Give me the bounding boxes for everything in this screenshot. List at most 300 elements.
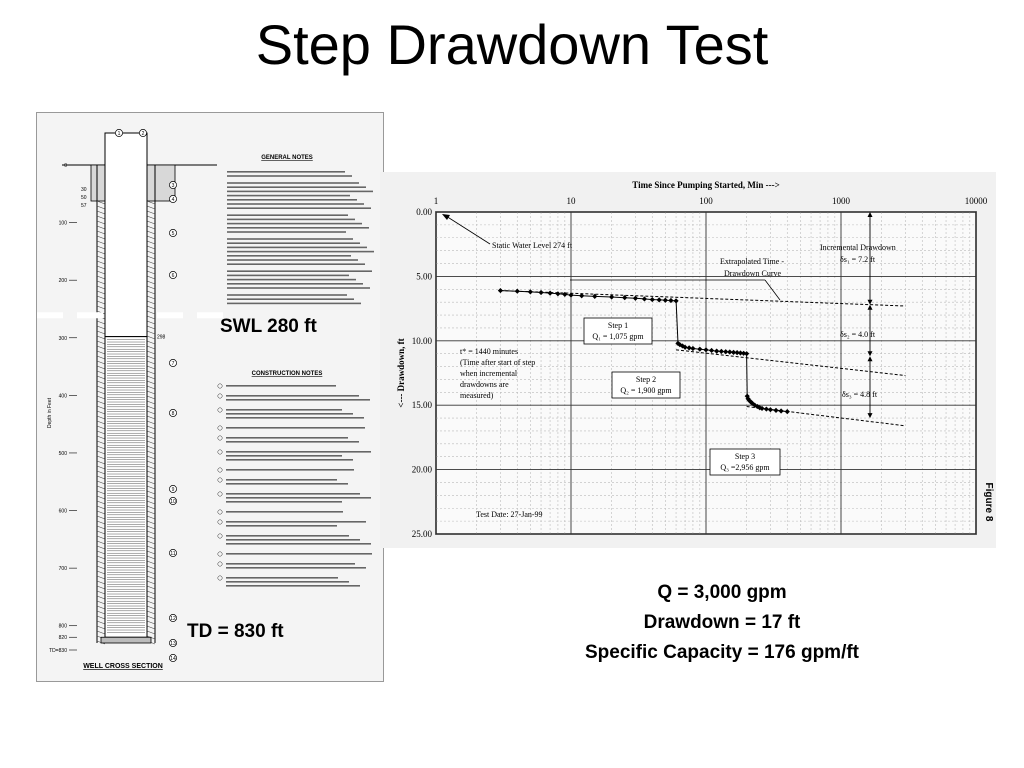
result-flow: Q = 3,000 gpm (657, 582, 787, 603)
gravel-hatch (147, 326, 155, 329)
step3-title: Step 3 (734, 452, 756, 461)
gravel-hatch (97, 356, 105, 359)
gravel-hatch (97, 331, 105, 334)
construction-note-bullet (218, 384, 222, 388)
fine-print-line (227, 259, 358, 261)
fine-print-line (227, 238, 353, 240)
gravel-hatch (97, 626, 105, 629)
gravel-hatch (97, 561, 105, 564)
gravel-hatch (147, 306, 155, 309)
gravel-hatch (147, 531, 155, 534)
gravel-hatch (97, 401, 105, 404)
gravel-hatch (97, 486, 105, 489)
gravel-hatch (97, 461, 105, 464)
fine-print-line (226, 427, 365, 429)
fine-print-line (226, 511, 343, 513)
gravel-hatch (97, 231, 105, 234)
step1-flow: Q₁ = 1,075 gpm (592, 332, 644, 341)
gravel-hatch (147, 271, 155, 274)
construction-note-bullet (218, 576, 222, 580)
callout-number: 6 (171, 272, 175, 279)
well-section-title: WELL CROSS SECTION (83, 663, 163, 670)
gravel-hatch (97, 521, 105, 524)
depth-tick-label: 500 (58, 450, 67, 457)
callout-number: 8 (171, 410, 175, 417)
gravel-hatch (147, 276, 155, 279)
gravel-hatch (147, 486, 155, 489)
gravel-hatch (97, 611, 105, 614)
fine-print-line (227, 231, 346, 233)
gravel-hatch (97, 631, 105, 634)
depth-tick-label: 820 (58, 635, 67, 642)
callout-11 (169, 549, 176, 556)
gravel-hatch (97, 241, 105, 244)
gravel-hatch (97, 206, 105, 209)
gravel-hatch (97, 571, 105, 574)
gravel-hatch (97, 201, 105, 204)
fine-print-line (227, 242, 360, 244)
fine-print-line (227, 227, 369, 229)
step3-flow: Q₃ =2,956 gpm (720, 463, 770, 472)
gravel-hatch (147, 246, 155, 249)
fine-print-line (227, 199, 357, 201)
gravel-hatch (97, 386, 105, 389)
x-tick-label: 10 (566, 196, 576, 206)
gravel-hatch (147, 586, 155, 589)
gravel-hatch (97, 276, 105, 279)
annotation-extrapolated-1: Extrapolated Time - (720, 257, 784, 266)
fine-print-line (226, 563, 355, 565)
callout-8 (169, 409, 176, 416)
construction-note-bullet (218, 478, 222, 482)
step-drawdown-chart (380, 172, 996, 548)
fine-print-line (226, 409, 342, 411)
fine-print-line (227, 207, 371, 209)
well-cross-section-figure (36, 112, 384, 682)
slide-title: Step Drawdown Test (255, 13, 769, 76)
gravel-hatch (147, 571, 155, 574)
notes-fine-print (218, 171, 374, 587)
depth-tick-label: TD=830 (49, 648, 67, 654)
gravel-hatch (97, 616, 105, 619)
step1-title: Step 1 (607, 321, 629, 330)
gravel-hatch (97, 266, 105, 269)
gravel-hatch (147, 446, 155, 449)
callout-2 (139, 129, 146, 136)
fine-print-line (226, 469, 354, 471)
gravel-hatch (97, 576, 105, 579)
conductor-depth-mark: 57 (81, 203, 87, 209)
gravel-hatch (97, 586, 105, 589)
callout-number: 4 (171, 196, 175, 203)
gravel-hatch (147, 416, 155, 419)
gravel-hatch (147, 606, 155, 609)
fine-print-line (227, 279, 356, 281)
gravel-hatch (97, 431, 105, 434)
gravel-hatch (97, 381, 105, 384)
callout-1 (115, 129, 122, 136)
annotation-t-note: t* = 1440 minutes (460, 347, 519, 356)
fine-print-line (226, 539, 360, 541)
gravel-hatch (147, 411, 155, 414)
gravel-hatch (97, 601, 105, 604)
gravel-hatch (147, 466, 155, 469)
gravel-hatch (97, 566, 105, 569)
construction-notes-title: CONSTRUCTION NOTES (251, 371, 323, 377)
gravel-hatch (97, 321, 105, 324)
well-cross-section-drawing (37, 113, 383, 681)
gravel-hatch (97, 271, 105, 274)
gravel-hatch (147, 241, 155, 244)
fine-print-line (227, 275, 349, 277)
gravel-hatch (97, 436, 105, 439)
screen-top-mark: 298 (157, 334, 166, 341)
result-specific-capacity: Specific Capacity = 176 gpm/ft (584, 642, 859, 663)
gravel-hatch (97, 556, 105, 559)
gravel-hatch (147, 541, 155, 544)
gravel-hatch (147, 551, 155, 554)
fine-print-line (226, 581, 349, 583)
fine-print-line (227, 195, 350, 197)
fine-print-line (226, 395, 359, 397)
annotation-incremental-title: Incremental Drawdown (820, 243, 896, 252)
depth-axis-label: Depth in Feet (47, 397, 53, 429)
callout-number: 3 (171, 182, 175, 189)
gravel-hatch (97, 246, 105, 249)
gravel-hatch (147, 526, 155, 529)
gravel-hatch (147, 591, 155, 594)
step2-flow: Q₂ = 1,900 gpm (620, 386, 672, 395)
gravel-hatch (147, 256, 155, 259)
gravel-hatch (147, 331, 155, 334)
depth-tick-label: 800 (58, 623, 67, 630)
callout-number: 13 (170, 640, 176, 647)
gravel-hatch (97, 526, 105, 529)
callout-4 (169, 195, 176, 202)
fine-print-line (226, 543, 371, 545)
gravel-hatch (147, 201, 155, 204)
chart-svg (380, 172, 996, 548)
fine-print-line (226, 399, 370, 401)
step2-title: Step 2 (635, 375, 657, 384)
gravel-hatch (147, 226, 155, 229)
depth-tick-label: 100 (58, 220, 67, 227)
gravel-hatch (97, 411, 105, 414)
y-axis-title: <--- Drawdown, ft (396, 338, 406, 408)
gravel-hatch (97, 481, 105, 484)
fine-print-line (226, 521, 366, 523)
gravel-hatch (147, 336, 155, 339)
gravel-hatch (147, 346, 155, 349)
gravel-hatch (147, 511, 155, 514)
gravel-hatch (147, 261, 155, 264)
construction-note-bullet (218, 492, 222, 496)
gravel-hatch (97, 256, 105, 259)
conductor-depth-mark: 50 (81, 195, 87, 201)
gravel-hatch (147, 436, 155, 439)
gravel-hatch (147, 396, 155, 399)
y-tick-label: 15.00 (411, 400, 432, 411)
gravel-hatch (97, 361, 105, 364)
gravel-hatch (97, 591, 105, 594)
gravel-hatch (97, 376, 105, 379)
gravel-hatch (97, 366, 105, 369)
gravel-hatch (97, 531, 105, 534)
gravel-hatch (97, 351, 105, 354)
gravel-hatch (147, 501, 155, 504)
gravel-hatch (97, 211, 105, 214)
gravel-hatch (147, 431, 155, 434)
gravel-hatch (97, 596, 105, 599)
gravel-hatch (147, 476, 155, 479)
result-drawdown: Drawdown = 17 ft (643, 612, 801, 633)
gravel-hatch (147, 356, 155, 359)
gravel-hatch (147, 456, 155, 459)
construction-note-bullet (218, 426, 222, 430)
gravel-hatch (147, 401, 155, 404)
fine-print-line (227, 171, 345, 173)
callout-number: 1 (117, 130, 121, 137)
gravel-hatch (97, 471, 105, 474)
callout-6 (169, 271, 176, 278)
callout-9 (169, 485, 176, 492)
well-bottom-plug (101, 637, 151, 643)
fine-print-line (227, 247, 367, 249)
construction-note-bullet (218, 520, 222, 524)
fine-print-line (227, 186, 366, 188)
gravel-hatch (147, 211, 155, 214)
fine-print-line (227, 303, 361, 305)
conductor-depth-mark: 30 (81, 187, 87, 193)
gravel-hatch (147, 556, 155, 559)
gravel-hatch (147, 616, 155, 619)
gravel-hatch (97, 326, 105, 329)
fine-print-line (226, 483, 348, 485)
gravel-hatch (97, 216, 105, 219)
y-tick-label: 5.00 (416, 271, 432, 282)
gravel-hatch (97, 441, 105, 444)
gravel-hatch (97, 421, 105, 424)
x-tick-label: 1 (433, 196, 439, 206)
gravel-hatch (147, 506, 155, 509)
callout-7 (169, 359, 176, 366)
gravel-hatch (147, 516, 155, 519)
fine-print-line (226, 493, 360, 495)
fine-print-line (226, 413, 353, 415)
results-summary (540, 578, 904, 668)
gravel-hatch (97, 426, 105, 429)
gravel-hatch (97, 476, 105, 479)
gravel-hatch (97, 301, 105, 304)
fine-print-line (227, 287, 370, 289)
gravel-hatch (147, 361, 155, 364)
gravel-hatch (97, 236, 105, 239)
gravel-hatch (97, 341, 105, 344)
gravel-hatch (147, 596, 155, 599)
callout-number: 5 (171, 230, 175, 237)
gravel-hatch (147, 631, 155, 634)
gravel-hatch (147, 441, 155, 444)
gravel-hatch (97, 346, 105, 349)
gravel-hatch (147, 481, 155, 484)
gravel-hatch (147, 206, 155, 209)
construction-note-bullet (218, 510, 222, 514)
gravel-hatch (147, 301, 155, 304)
fine-print-line (227, 251, 374, 253)
gravel-hatch (97, 506, 105, 509)
y-tick-label: 20.00 (411, 464, 432, 475)
depth-tick-label: 700 (58, 566, 67, 573)
gravel-hatch (147, 286, 155, 289)
general-notes-title: GENERAL NOTES (261, 155, 313, 161)
gravel-hatch (147, 566, 155, 569)
fine-print-line (226, 535, 349, 537)
fine-print-line (226, 451, 371, 453)
fine-print-line (227, 214, 348, 216)
depth-tick-label: 300 (58, 335, 67, 342)
fine-print-line (226, 459, 353, 461)
fine-print-line (226, 585, 360, 587)
gravel-hatch (97, 551, 105, 554)
callout-13 (169, 639, 176, 646)
annotation-t-note: when incremental (460, 369, 518, 378)
callout-number: 12 (170, 615, 176, 622)
gravel-hatch (147, 581, 155, 584)
annotation-t-note: drawdowns are (460, 380, 509, 389)
callout-number: 10 (170, 498, 176, 505)
gravel-hatch (97, 251, 105, 254)
gravel-hatch (97, 296, 105, 299)
gravel-hatch (147, 296, 155, 299)
gravel-hatch (147, 611, 155, 614)
gravel-hatch (147, 351, 155, 354)
gravel-hatch (147, 496, 155, 499)
annotation-extrapolated-2: Drawdown Curve (724, 269, 782, 278)
depth-tick-label: 200 (58, 278, 67, 285)
gravel-hatch (147, 316, 155, 319)
construction-note-bullet (218, 562, 222, 566)
gravel-hatch (97, 226, 105, 229)
gravel-hatch (147, 266, 155, 269)
x-tick-label: 10000 (964, 196, 988, 206)
gravel-hatch (147, 461, 155, 464)
blank-casing (105, 130, 147, 337)
gravel-hatch (147, 381, 155, 384)
callout-5 (169, 229, 176, 236)
construction-note-bullet (218, 450, 222, 454)
depth-tick-label: 400 (58, 393, 67, 400)
fine-print-line (226, 553, 372, 555)
gravel-hatch (97, 396, 105, 399)
gravel-hatch (97, 221, 105, 224)
gravel-hatch (97, 406, 105, 409)
gravel-hatch (97, 336, 105, 339)
fine-print-line (226, 417, 364, 419)
gravel-hatch (97, 536, 105, 539)
gravel-hatch (97, 281, 105, 284)
gravel-hatch (147, 626, 155, 629)
gravel-hatch (147, 216, 155, 219)
gravel-hatch (147, 236, 155, 239)
fine-print-line (227, 298, 354, 300)
fine-print-line (227, 255, 351, 257)
gravel-hatch (97, 581, 105, 584)
depth-tick-label: 0 (64, 163, 67, 169)
gravel-hatch (97, 286, 105, 289)
annotation-delta-2: δs₂ = 4.0 ft (840, 330, 876, 339)
callout-12 (169, 614, 176, 621)
gravel-hatch (147, 371, 155, 374)
gravel-hatch (97, 606, 105, 609)
gravel-hatch (147, 421, 155, 424)
gravel-hatch (97, 546, 105, 549)
fine-print-line (227, 219, 355, 221)
gravel-hatch (147, 521, 155, 524)
gravel-hatch (97, 416, 105, 419)
gravel-hatch (147, 451, 155, 454)
annotation-t-note: (Time after start of step (460, 358, 536, 367)
depth-tick-label: 600 (58, 508, 67, 515)
callout-number: 2 (141, 130, 145, 137)
gravel-hatch (147, 251, 155, 254)
x-axis-title: Time Since Pumping Started, Min ---> (632, 180, 780, 190)
gravel-hatch (147, 321, 155, 324)
construction-note-bullet (218, 552, 222, 556)
fine-print-line (227, 283, 363, 285)
fine-print-line (226, 567, 366, 569)
fine-print-line (227, 270, 372, 272)
gravel-hatch (97, 456, 105, 459)
callout-number: 7 (171, 360, 175, 367)
gravel-hatch (97, 496, 105, 499)
annotation-delta-1: δs₁ = 7.2 ft (840, 255, 876, 264)
gravel-hatch (97, 306, 105, 309)
gravel-hatch (97, 511, 105, 514)
y-tick-label: 0.00 (416, 207, 432, 217)
fine-print-line (227, 191, 373, 193)
gravel-hatch (147, 546, 155, 549)
gravel-hatch (147, 621, 155, 624)
x-tick-label: 100 (699, 196, 713, 206)
y-tick-label: 25.00 (411, 529, 432, 539)
callout-3 (169, 181, 176, 188)
gravel-hatch (97, 371, 105, 374)
gravel-hatch (97, 291, 105, 294)
gravel-hatch (147, 386, 155, 389)
annotation-t-note: measured) (460, 391, 494, 400)
gravel-hatch (147, 536, 155, 539)
fine-print-line (226, 577, 338, 579)
swl-label: SWL 280 ft (220, 316, 317, 337)
figure-label: Figure 8 (983, 482, 994, 522)
callout-number: 14 (170, 655, 176, 662)
gravel-hatch (97, 541, 105, 544)
fine-print-line (226, 501, 342, 503)
gravel-hatch (147, 341, 155, 344)
fine-print-line (227, 263, 365, 265)
well-screen (105, 337, 147, 638)
gravel-hatch (97, 621, 105, 624)
gravel-hatch (97, 466, 105, 469)
callout-10 (169, 497, 176, 504)
gravel-hatch (147, 391, 155, 394)
gravel-hatch (97, 446, 105, 449)
y-tick-label: 10.00 (411, 335, 432, 346)
gravel-hatch (97, 491, 105, 494)
gravel-hatch (147, 406, 155, 409)
x-tick-label: 1000 (832, 196, 850, 206)
gravel-hatch (97, 451, 105, 454)
